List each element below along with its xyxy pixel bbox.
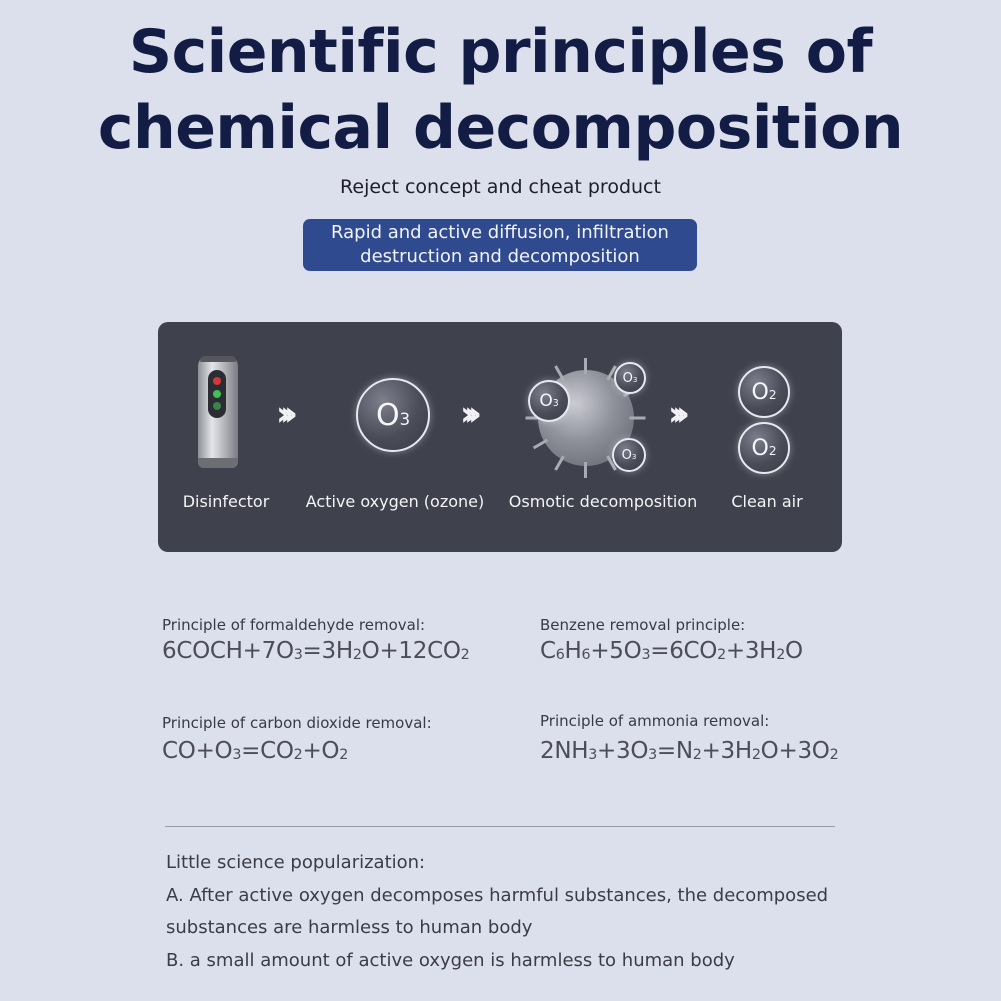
formula-equation: $6COCH+7O_3=3H_2O+12CO_2$ (162, 638, 470, 664)
popularization-line: B. a small amount of active oxygen is harmless to human body (166, 950, 735, 971)
highlight-banner (303, 219, 697, 271)
popularization-line: substances are harmless to human body (166, 917, 533, 938)
disinfector-device-icon (198, 356, 238, 468)
formula-label: Benzene removal principle: (540, 616, 746, 634)
ozone-bubble-small-icon: O $_3$ (612, 438, 646, 472)
ozone-bubble-small-icon: O $_3$ (614, 362, 646, 394)
title-line-1: Scientific principles of (128, 17, 873, 87)
ozone-bubble-small-icon: O $_3$ (528, 380, 570, 422)
oxygen-bubble-icon: O $_2$ (738, 422, 790, 474)
formula-label: Principle of carbon dioxide removal: (162, 714, 432, 732)
stage-label-clean-air: Clean air (731, 492, 803, 511)
arrow-icon-3: ››› (668, 394, 681, 434)
title-line-2: chemical decomposition (97, 93, 904, 163)
formula-equation: $CO+O_3=CO_2+O_2$ (162, 738, 349, 764)
stage-label-decomposition: Osmotic decomposition (508, 492, 698, 511)
subtitle: Reject concept and cheat product (340, 176, 661, 198)
divider (165, 826, 835, 827)
formula-equation: $C_6H_6+5O_3=6CO_2+3H_2O$ (540, 638, 803, 664)
formula-label: Principle of ammonia removal: (540, 712, 770, 730)
formula-equation: $2NH_3+3O_3=N_2+3H_2O+3O_2$ (540, 738, 839, 764)
process-panel (158, 322, 842, 552)
popularization-heading: Little science popularization: (166, 852, 426, 873)
ozone-bubble-icon: O $_3$ (356, 378, 430, 452)
formula-label: Principle of formaldehyde removal: (162, 616, 426, 634)
stage-label-ozone: Active oxygen (ozone) (305, 492, 485, 511)
arrow-icon-1: ››› (276, 394, 289, 434)
popularization-line: A. After active oxygen decomposes harmful substances, the decomposed (166, 885, 829, 906)
oxygen-bubble-icon: O $_2$ (738, 366, 790, 418)
highlight-line-1: Rapid and active diffusion, infiltration (331, 222, 669, 243)
stage-label-disinfector: Disinfector (182, 492, 270, 511)
highlight-line-2: destruction and decomposition (360, 246, 640, 267)
arrow-icon-2: ››› (460, 394, 473, 434)
page-title (0, 14, 1001, 166)
